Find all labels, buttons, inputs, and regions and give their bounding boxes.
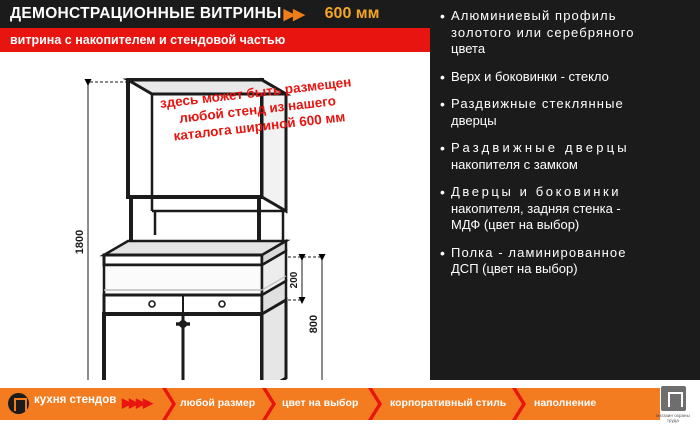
feature-text: Раздвижные дверцы накопителя с замком xyxy=(451,140,630,172)
dimension-height-total: 1800 xyxy=(74,229,86,255)
list-item xyxy=(440,140,692,173)
ribbon-item-4[interactable]: наполнение xyxy=(534,397,597,409)
bullet-dot-icon: • xyxy=(440,140,445,156)
ribbon-item-3[interactable]: корпоративный стиль xyxy=(390,397,507,409)
page-title: ДЕМОНСТРАЦИОННЫЕ ВИТРИНЫ xyxy=(10,5,282,22)
subtitle-text: витрина с накопителем и стендовой частью xyxy=(10,33,286,47)
feature-text: Дверцы и боковинки накопителя, задняя стенка - МДФ (цвет на выбор) xyxy=(451,184,622,232)
bullet-dot-icon: • xyxy=(440,96,445,112)
feature-text: Алюминиевый профиль золотого или серебряного цвета xyxy=(451,8,635,56)
list-item xyxy=(440,69,692,86)
feature-text: Верх и боковинки - стекло xyxy=(451,68,609,84)
dimension-cabinet-height: 800 xyxy=(308,314,320,334)
ribbon-chevrons-icon-2: ▶▶ xyxy=(136,395,150,410)
ribbon-logo-icon xyxy=(8,388,30,420)
ribbon-separator-icon xyxy=(162,388,176,420)
bullet-dot-icon: • xyxy=(440,8,445,24)
subtitle-bar xyxy=(0,28,430,52)
overlay-note: здесь может быть размещен любой стенд из нашего каталога шириной 600 мм xyxy=(159,74,353,144)
header-arrows-icon: ▶▶ xyxy=(283,6,303,23)
ribbon-brand-label: кухня стендов xyxy=(34,394,117,406)
ribbon-item-2[interactable]: цвет на выбор xyxy=(282,397,359,409)
bullet-dot-icon: • xyxy=(440,244,445,261)
company-logo-icon xyxy=(661,386,686,411)
feature-text: Полка - ламинированное ДСП (цвет на выбор) xyxy=(451,244,627,276)
bullet-dot-icon: • xyxy=(440,68,445,85)
company-logo-caption: магазин охраны труда xyxy=(656,413,690,423)
ribbon-chevrons-icon: ▶▶ xyxy=(122,395,136,410)
dimension-drawer-height: 200 xyxy=(289,271,300,289)
bullet-dot-icon: • xyxy=(440,184,445,200)
ribbon-item-1[interactable]: любой размер xyxy=(180,397,256,409)
product-drawing xyxy=(0,52,430,380)
list-item xyxy=(440,96,692,129)
features-panel xyxy=(430,0,700,380)
list-item xyxy=(440,245,692,278)
list-item xyxy=(440,184,692,234)
company-logo xyxy=(650,386,696,426)
footer-ribbon xyxy=(0,380,700,428)
list-item xyxy=(440,8,692,58)
ribbon-separator-icon-4 xyxy=(512,388,526,420)
ribbon-separator-icon-3 xyxy=(368,388,382,420)
feature-text: Раздвижные стеклянные дверцы xyxy=(451,96,624,128)
header-size-label: 600 мм xyxy=(324,5,380,22)
ribbon-separator-icon-2 xyxy=(262,388,276,420)
